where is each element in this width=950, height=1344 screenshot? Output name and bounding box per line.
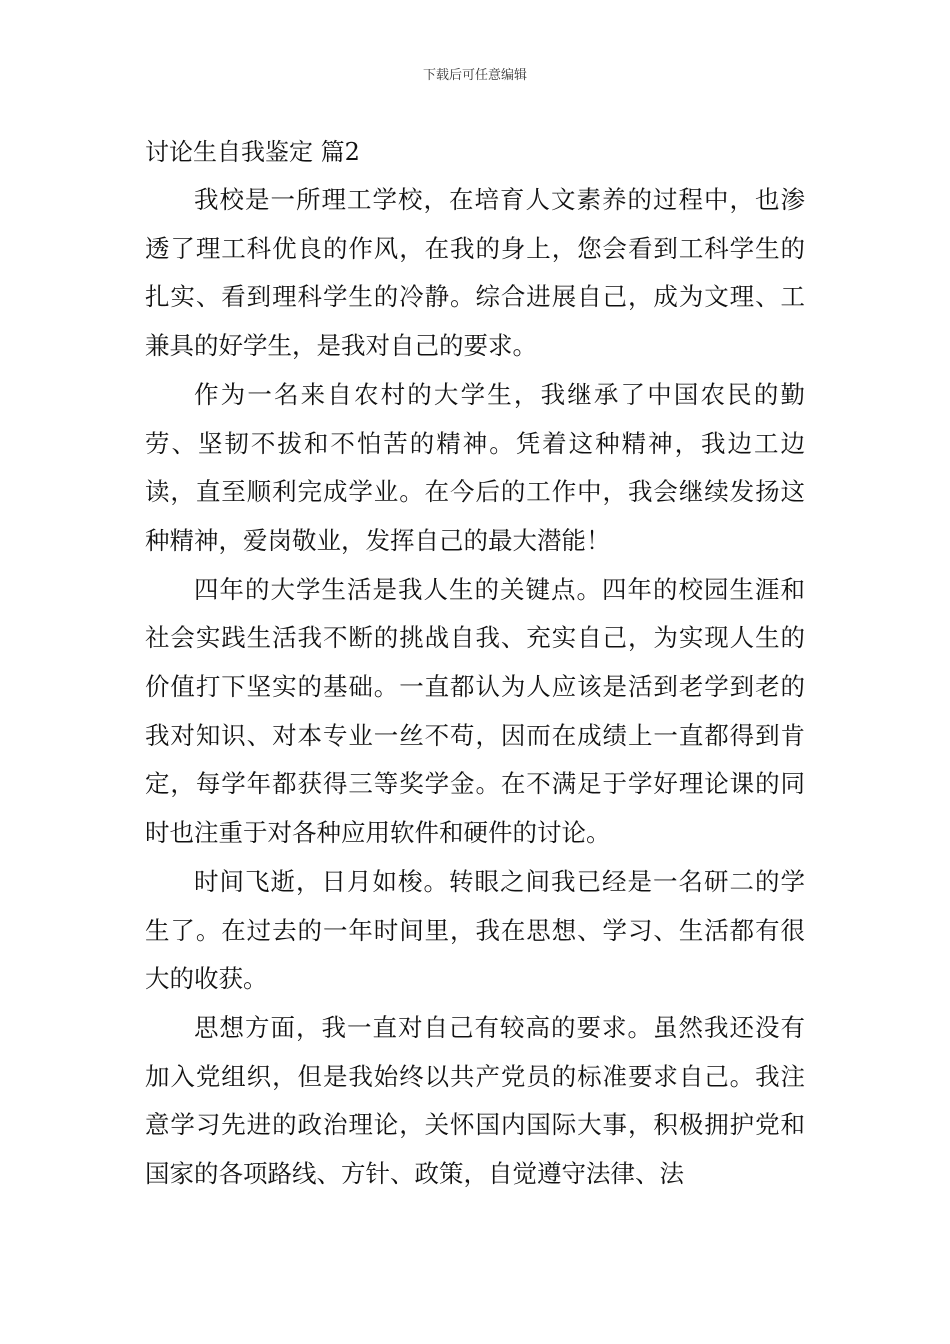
paragraph-2: 作为一名来自农村的大学生，我继承了中国农民的勤劳、坚韧不拔和不怕苦的精神。凭着这种精神，我边工边读，直至顺利完成学业。在今后的工作中，我会继续发扬这种精神，爱岗敬业，发挥自己的最大潜能！: [145, 379, 805, 555]
paragraph-3: 四年的大学生活是我人生的关键点。四年的校园生涯和社会实践生活我不断的挑战自我、充实自己，为实现人生的价值打下坚实的基础。一直都认为人应该是活到老学到老的我对知识、对本专业一丝不苟，因而在成绩上一直都得到肯定，每学年都获得三等奖学金。在不满足于学好理论课的同时也注重于对各种应用软件和硬件的讨论。: [145, 574, 805, 848]
paragraph-1: 我校是一所理工学校，在培育人文素养的过程中，也渗透了理工科优良的作风，在我的身上，您会看到工科学生的扎实、看到理科学生的冷静。综合进展自己，成为文理、工兼具的好学生，是我对自己的要求。: [145, 185, 805, 361]
document-body: [145, 128, 805, 1199]
header-note: 下载后可任意编辑: [422, 68, 527, 83]
document-title: 讨论生自我鉴定 篇2: [145, 138, 360, 166]
paragraph-5: 思想方面，我一直对自己有较高的要求。虽然我还没有加入党组织，但是我始终以共产党员的标准要求自己。我注意学习先进的政治理论，关怀国内国际大事，积极拥护党和国家的各项路线、方针、政策，自觉遵守法律、法: [145, 1012, 805, 1189]
paragraph-4: 时间飞逝，日月如梭。转眼之间我已经是一名研二的学生了。在过去的一年时间里，我在思想、学习、生活都有很大的收获。: [145, 866, 805, 994]
